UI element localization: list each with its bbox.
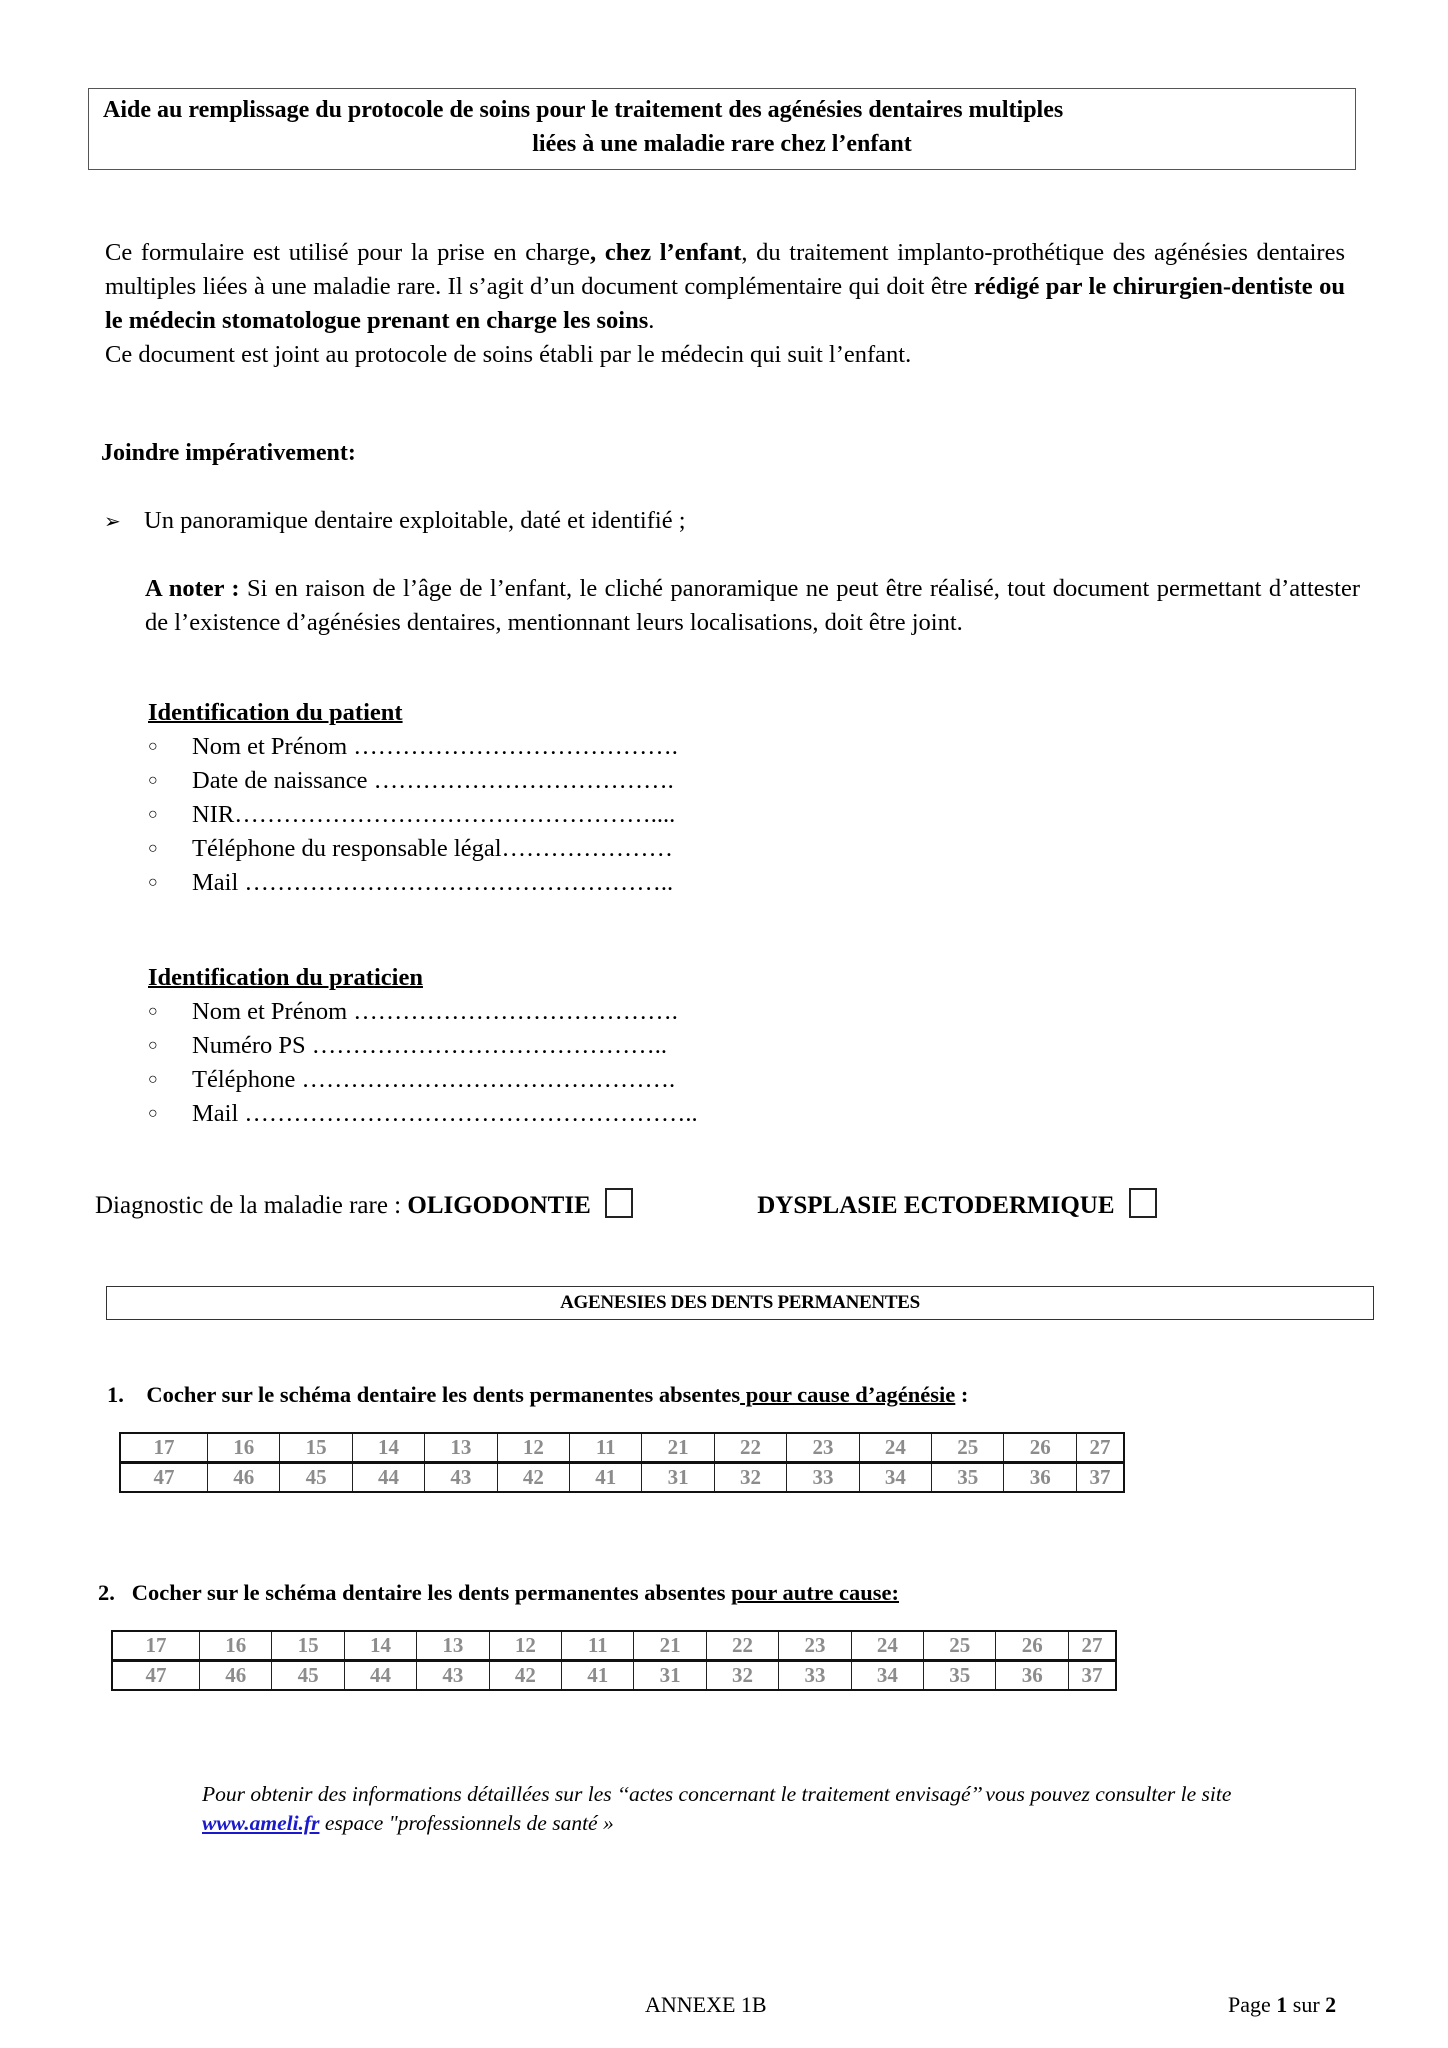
page-current: 1 <box>1276 1992 1288 2017</box>
tooth-cell[interactable]: 33 <box>787 1463 859 1493</box>
info-note <box>202 1780 1342 1838</box>
intro-text-1: Ce formulaire est utilisé pour la prise en charge <box>105 239 591 266</box>
tooth-cell[interactable]: 31 <box>642 1463 714 1493</box>
tooth-cell[interactable]: 33 <box>779 1661 851 1691</box>
tooth-cell[interactable]: 44 <box>344 1661 416 1691</box>
tooth-cell[interactable]: 35 <box>924 1661 996 1691</box>
question-1 <box>107 1382 968 1408</box>
field-label: Téléphone ………………………………………. <box>192 1066 676 1093</box>
bullet-text: Un panoramique dentaire exploitable, daté et identifié ; <box>144 507 686 534</box>
intro-text-2: , du traitement implanto-prothétique des agénésies dentaires multiples liées à une maladie rare. Il s’agit d’un document complémentaire qui doit être <box>105 239 1345 300</box>
tooth-cell[interactable]: 22 <box>714 1433 786 1463</box>
diagnostic-label: Diagnostic de la maladie rare : <box>95 1192 408 1219</box>
tooth-cell[interactable]: 31 <box>634 1661 706 1691</box>
diagnostic-row <box>95 1188 1157 1220</box>
tooth-cell[interactable]: 11 <box>562 1631 634 1661</box>
intro-bold-2: rédigé par le chirurgien-dentiste ou le médecin stomatologue prenant en charge les soins <box>105 273 1345 334</box>
intro-text-end: . <box>648 307 655 334</box>
tooth-cell[interactable]: 37 <box>1077 1463 1125 1493</box>
circle-bullet-icon: ○ <box>148 1037 158 1054</box>
tooth-cell[interactable]: 32 <box>714 1463 786 1493</box>
field-label: NIR…………………………………………….... <box>192 801 676 828</box>
question-end: : <box>955 1382 969 1407</box>
agenesies-section-header: AGENESIES DES DENTS PERMANENTES <box>106 1286 1374 1320</box>
circle-bullet-icon: ○ <box>148 1003 158 1020</box>
patient-field-mail[interactable] <box>148 866 678 900</box>
field-label: Nom et Prénom …………………………………. <box>192 733 678 760</box>
tooth-cell[interactable]: 12 <box>489 1631 561 1661</box>
note-label: A noter : <box>145 575 240 602</box>
tooth-cell[interactable]: 17 <box>120 1433 208 1463</box>
info-text-2: espace "professionnels de santé » <box>319 1811 614 1835</box>
circle-bullet-icon: ○ <box>148 874 158 891</box>
patient-field-phone[interactable] <box>148 832 678 866</box>
tooth-cell[interactable]: 24 <box>859 1433 931 1463</box>
praticien-field-name[interactable] <box>148 995 698 1029</box>
tooth-cell[interactable]: 17 <box>112 1631 200 1661</box>
tooth-cell[interactable]: 21 <box>642 1433 714 1463</box>
teeth-row-lower <box>112 1661 1116 1691</box>
tooth-cell[interactable]: 15 <box>272 1631 344 1661</box>
ameli-link[interactable]: www.ameli.fr <box>202 1811 320 1835</box>
field-label: Mail …………………………………………….. <box>192 869 674 896</box>
praticien-field-mail[interactable] <box>148 1097 698 1131</box>
bullet-panoramique <box>104 507 686 535</box>
info-text-1: Pour obtenir des informations détaillées sur les ‘‘actes concernant le traitement envisagé’’ vous pouvez consulter le site <box>202 1782 1232 1806</box>
intro-bold-1: , chez l’enfant <box>590 239 742 266</box>
tooth-cell[interactable]: 46 <box>200 1661 272 1691</box>
tooth-cell[interactable]: 45 <box>272 1661 344 1691</box>
circle-bullet-icon: ○ <box>148 840 158 857</box>
patient-field-nir[interactable] <box>148 798 678 832</box>
tooth-cell[interactable]: 36 <box>996 1661 1069 1691</box>
patient-identification <box>148 696 678 900</box>
tooth-cell[interactable]: 14 <box>352 1433 424 1463</box>
tooth-cell[interactable]: 26 <box>1004 1433 1077 1463</box>
dysplasie-checkbox[interactable] <box>1129 1188 1157 1218</box>
tooth-cell[interactable]: 14 <box>344 1631 416 1661</box>
tooth-cell[interactable]: 46 <box>208 1463 280 1493</box>
arrow-bullet-icon: ➢ <box>104 511 121 533</box>
teeth-chart-agenesie <box>119 1432 1125 1493</box>
page-total: 2 <box>1325 1992 1337 2017</box>
option-oligodontie-label: OLIGODONTIE <box>407 1192 591 1219</box>
field-label: Numéro PS …………………………………….. <box>192 1032 668 1059</box>
tooth-cell[interactable]: 21 <box>634 1631 706 1661</box>
tooth-cell[interactable]: 37 <box>1069 1661 1117 1691</box>
tooth-cell[interactable]: 47 <box>120 1463 208 1493</box>
intro-text-3: Ce document est joint au protocole de soins établi par le médecin qui suit l’enfant. <box>105 341 912 368</box>
tooth-cell[interactable]: 13 <box>425 1433 497 1463</box>
teeth-row-upper <box>112 1631 1116 1661</box>
praticien-identification <box>148 961 698 1131</box>
page-sep: sur <box>1287 1992 1326 2017</box>
title-line-2: liées à une maladie rare chez l’enfant <box>532 131 912 157</box>
tooth-cell[interactable]: 47 <box>112 1661 200 1691</box>
option-dysplasie-label: DYSPLASIE ECTODERMIQUE <box>757 1192 1115 1219</box>
note-text: Si en raison de l’âge de l’enfant, le cliché panoramique ne peut être réalisé, tout document permettant d’attester de l’existence d’agénésies dentaires, mentionnant leurs localisations, doit être joint. <box>145 575 1361 636</box>
tooth-cell[interactable]: 27 <box>1077 1433 1125 1463</box>
tooth-cell[interactable]: 42 <box>489 1661 561 1691</box>
tooth-cell[interactable]: 43 <box>417 1661 489 1691</box>
question-end: : <box>891 1580 900 1605</box>
tooth-cell[interactable]: 16 <box>200 1631 272 1661</box>
tooth-cell[interactable]: 44 <box>352 1463 424 1493</box>
praticien-heading: Identification du praticien <box>148 964 423 991</box>
tooth-cell[interactable]: 45 <box>280 1463 352 1493</box>
circle-bullet-icon: ○ <box>148 772 158 789</box>
tooth-cell[interactable]: 41 <box>570 1463 642 1493</box>
tooth-cell[interactable]: 12 <box>497 1433 569 1463</box>
tooth-cell[interactable]: 35 <box>932 1463 1004 1493</box>
document-title-box <box>88 88 1356 170</box>
question-text: Cocher sur le schéma dentaire les dents permanentes absentes <box>131 1580 732 1605</box>
tooth-cell[interactable]: 32 <box>706 1661 778 1691</box>
patient-field-birthdate[interactable] <box>148 764 678 798</box>
title-line-1: Aide au remplissage du protocole de soins pour le traitement des agénésies dentaires multiples <box>103 97 1064 123</box>
question-underlined: pour autre cause <box>731 1580 892 1605</box>
question-2 <box>98 1580 899 1606</box>
tooth-cell[interactable]: 27 <box>1069 1631 1117 1661</box>
tooth-cell[interactable]: 24 <box>851 1631 923 1661</box>
tooth-cell[interactable]: 43 <box>425 1463 497 1493</box>
teeth-chart-autre-cause <box>111 1630 1117 1691</box>
annexe-label: ANNEXE 1B <box>645 1992 767 2017</box>
circle-bullet-icon: ○ <box>148 806 158 823</box>
tooth-cell[interactable]: 26 <box>996 1631 1069 1661</box>
circle-bullet-icon: ○ <box>148 738 158 755</box>
tooth-cell[interactable]: 15 <box>280 1433 352 1463</box>
tooth-cell[interactable]: 23 <box>779 1631 851 1661</box>
joindre-heading: Joindre impérativement: <box>101 440 356 466</box>
question-underlined: pour cause d’agénésie <box>740 1382 956 1407</box>
tooth-cell[interactable]: 11 <box>570 1433 642 1463</box>
question-text: Cocher sur le schéma dentaire les dents permanentes absentes <box>146 1382 741 1407</box>
oligodontie-checkbox[interactable] <box>605 1188 633 1218</box>
teeth-row-lower <box>120 1463 1124 1493</box>
field-label: Date de naissance ………………………………. <box>192 767 674 794</box>
tooth-cell[interactable]: 13 <box>417 1631 489 1661</box>
question-number: 1. <box>107 1382 124 1407</box>
tooth-cell[interactable]: 16 <box>208 1433 280 1463</box>
tooth-cell[interactable]: 34 <box>851 1661 923 1691</box>
patient-field-name[interactable] <box>148 730 678 764</box>
note-paragraph <box>145 572 1360 640</box>
teeth-row-upper <box>120 1433 1124 1463</box>
circle-bullet-icon: ○ <box>148 1071 158 1088</box>
question-number: 2. <box>98 1580 115 1605</box>
intro-paragraph <box>105 236 1345 372</box>
field-label: Nom et Prénom …………………………………. <box>192 998 678 1025</box>
tooth-cell[interactable]: 25 <box>932 1433 1004 1463</box>
patient-heading: Identification du patient <box>148 699 403 726</box>
tooth-cell[interactable]: 22 <box>706 1631 778 1661</box>
circle-bullet-icon: ○ <box>148 1105 158 1122</box>
tooth-cell[interactable]: 42 <box>497 1463 569 1493</box>
tooth-cell[interactable]: 36 <box>1004 1463 1077 1493</box>
page-number <box>1228 1992 1336 2018</box>
tooth-cell[interactable]: 23 <box>787 1433 859 1463</box>
praticien-field-phone[interactable] <box>148 1063 698 1097</box>
tooth-cell[interactable]: 25 <box>924 1631 996 1661</box>
tooth-cell[interactable]: 41 <box>562 1661 634 1691</box>
field-label: Téléphone du responsable légal………………… <box>192 835 674 862</box>
tooth-cell[interactable]: 34 <box>859 1463 931 1493</box>
field-label: Mail ……………………………………………….. <box>192 1100 698 1127</box>
praticien-field-ps-number[interactable] <box>148 1029 698 1063</box>
page-prefix: Page <box>1228 1992 1277 2017</box>
